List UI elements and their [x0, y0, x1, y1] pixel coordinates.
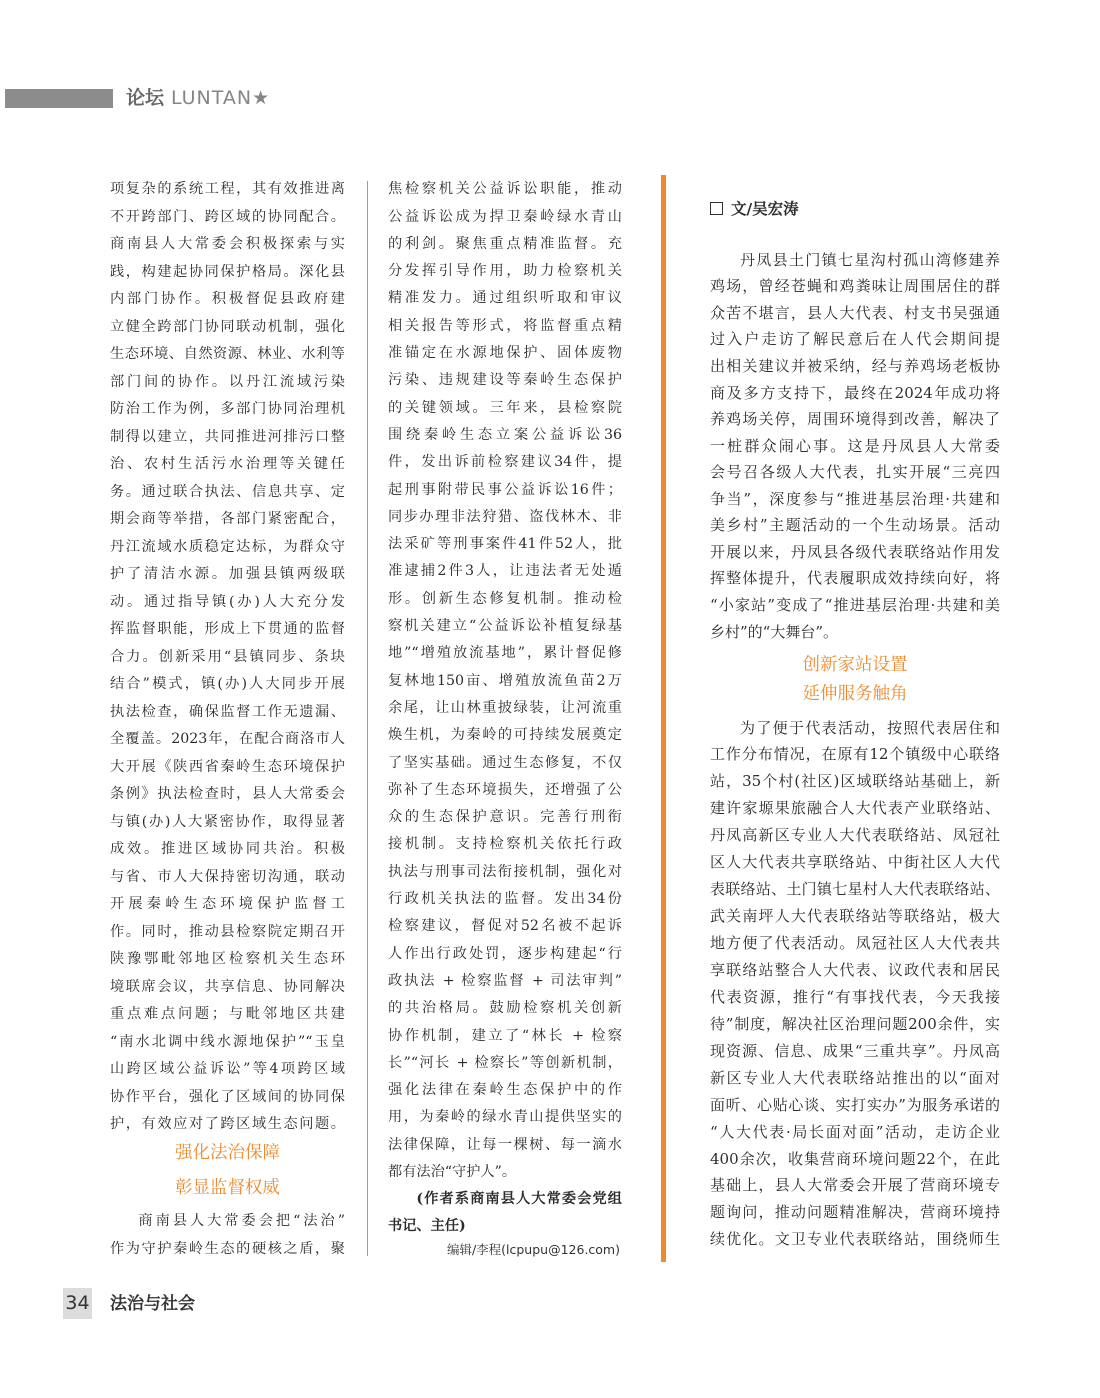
body-text-line: 的利剑。聚焦重点精准监督。充 [388, 235, 622, 252]
body-text-line: “人大代表·局长面对面”活动，走访企业 [710, 1122, 1000, 1141]
body-text-line: 挥监督职能，形成上下贯通的监督 [110, 621, 345, 637]
body-text-line: 挥整体提升，代表履职成效持续向好，将 [710, 569, 1000, 588]
body-text-line: 余尾，让山林重披绿装，让河流重 [388, 699, 622, 716]
body-text-line: 协作机制，建立了“林长 + 检察 [388, 1027, 622, 1044]
body-text-line: 武关南坪人大代表联络站等联络站，极大 [710, 907, 1000, 926]
body-text-line: 乡村”的“大舞台”。 [710, 622, 839, 641]
body-text-line: 务。通过联合执法、信息共享、定 [110, 483, 345, 500]
body-text-line: 工作分布情况，在原有12个镇级中心联络 [710, 745, 1000, 764]
body-text-line: 美乡村”主题活动的一个生动场景。活动 [710, 516, 1000, 535]
body-text-line: 结合”模式，镇(办)人大同步开展 [110, 676, 345, 692]
body-text-line: 丹凤县土门镇七星沟村孤山湾修建养 [740, 250, 1000, 269]
body-text-line: 察机关建立“公益诉讼补植复绿基 [388, 618, 622, 635]
body-text-line: 护了清洁水源。加强县镇两级联 [110, 566, 345, 582]
body-text-line: 养鸡场关停，周围环境得到改善，解决了 [710, 410, 1000, 429]
col2-paragraph-1 [388, 176, 622, 1186]
body-text-line: 相关报告等形式，将监督重点精 [388, 317, 622, 334]
body-text-line: 法采矿等刑事案件41件52人，批 [388, 536, 622, 553]
body-text-line: 行政机关执法的监督。发出34份 [388, 891, 622, 908]
body-text-line: 践，构建起协同保护格局。深化县 [110, 263, 345, 280]
body-text-line: 协作平台，强化了区域间的协同保 [110, 1088, 345, 1105]
body-text-line: 复林地150亩、增殖放流鱼苗2万 [388, 672, 622, 689]
body-text-line: 政执法 + 检察监督 + 司法审判” [388, 972, 622, 989]
body-text-line: 与镇(办)人大紧密协作，取得显著 [110, 813, 345, 830]
section-title-cn: 论坛 [126, 87, 165, 109]
author-note-line: (作者系商南县人大常委会党组 [416, 1191, 622, 1207]
body-text-line: 建许家塬果旅融合人大代表产业联络站、 [710, 799, 1000, 818]
body-text-line: 焦检察机关公益诉讼职能，推动 [388, 181, 622, 198]
body-text-line: 出相关建议并被采纳，经与养鸡场老板协 [710, 356, 1000, 375]
body-text-line: 丹凤高新区专业人大代表联络站、凤冠社 [710, 826, 1000, 845]
col1-paragraph-1 [110, 176, 345, 1139]
body-text-line: 作为守护秦岭生态的硬核之盾，聚 [110, 1240, 345, 1257]
body-text-line: 执法检查，确保监督工作无遗漏、 [110, 703, 345, 720]
page-number: 34 [63, 1288, 92, 1319]
body-text-line: 现资源、信息、成果“三重共享”。丹凤高 [710, 1041, 1000, 1060]
body-text-line: 制得以建立，共同推进河排污口整 [110, 428, 345, 445]
body-text-line: 弥补了生态环境损失，还增强了公 [388, 781, 622, 798]
body-text-line: 重点难点问题；与毗邻地区共建 [110, 1006, 345, 1022]
column-divider [367, 181, 368, 1256]
body-text-line: 的共治格局。鼓励检察机关创新 [388, 1000, 622, 1017]
body-text-line: 作。同时，推动县检察院定期召开 [110, 923, 345, 940]
subheading-line: 彰显监督权威 [175, 1178, 280, 1198]
body-text-line: 合力。创新采用“县镇同步、条块 [110, 648, 345, 665]
col1-paragraph-2 [110, 1208, 345, 1263]
body-text-line: 表联络站、土门镇七星村人大代表联络站、 [710, 880, 1000, 899]
body-text-line: 与省、市人大保持密切沟通，联动 [110, 868, 345, 885]
body-text-line: 长”“河长 + 检察长”等创新机制， [388, 1054, 622, 1071]
body-text-line: 代表资源，推行“有事找代表，今天我接 [710, 987, 1000, 1006]
body-text-line: 防治工作为例，多部门协同治理机 [110, 401, 345, 417]
square-icon [710, 202, 723, 215]
body-text-line: 地”“增殖放流基地”，累计督促修 [388, 645, 622, 662]
body-text-line: 人作出行政处罚，逐步构建起“行 [388, 945, 622, 962]
body-text-line: 污染、违规建设等秦岭生态保护 [388, 372, 622, 389]
body-text-line: “南水北调中线水源地保护”“玉皇 [110, 1033, 345, 1050]
section-title-en: LUNTAN★ [171, 87, 271, 109]
subheading-line: 延伸服务触角 [802, 683, 908, 704]
col3-paragraph-1 [710, 247, 1000, 645]
body-text-line: 境联席会议，共享信息、协同解决 [110, 978, 345, 995]
body-text-line: 围绕秦岭生态立案公益诉讼36 [388, 426, 622, 443]
body-text-line: 精准发力。通过组织听取和审议 [388, 290, 622, 307]
body-text-line: 立健全跨部门协同联动机制，强化 [110, 318, 345, 335]
editor-credit: 编辑/李程(lcpupu@126.com) [446, 1242, 620, 1257]
body-text-line: “小家站”变成了“推进基层治理·共建和美 [710, 596, 1000, 614]
body-text-line: 陕豫鄂毗邻地区检察机关生态环 [110, 951, 345, 967]
section-bar [5, 89, 113, 108]
col3-paragraph-2 [710, 715, 1000, 1254]
body-text-line: 地方便了代表活动。凤冠社区人大代表共 [710, 934, 1000, 952]
body-text-line: 为了便于代表活动，按照代表居住和 [740, 718, 1000, 737]
section-title [126, 84, 270, 112]
col1-subheading [110, 1136, 345, 1206]
body-text-line: 新区专业人大代表联络站推出的以“面对 [710, 1068, 1000, 1087]
body-text-line: 的关键领域。三年来，县检察院 [388, 399, 622, 416]
body-text-line: 动。通过指导镇(办)人大充分发 [110, 593, 345, 610]
body-text-line: 鸡场，曾经苍蝇和鸡粪味让周围居住的群 [710, 277, 1000, 296]
body-text-line: 焕生机，为秦岭的可持续发展奠定 [388, 727, 622, 744]
author-name: 文/吴宏涛 [731, 200, 799, 218]
col3-subheading [710, 651, 1000, 709]
body-text-line: 治、农村生活污水治理等关键任 [110, 456, 345, 472]
body-text-line: 生态环境、自然资源、林业、水利等 [110, 346, 345, 362]
body-text-line: 准锚定在水源地保护、固体废物 [388, 345, 622, 362]
body-text-line: 面听、心贴心谈、实打实办”为服务承诺的 [710, 1095, 1000, 1114]
body-text-line: 检察建议，督促对52名被不起诉 [388, 918, 622, 935]
body-text-line: 区人大代表共享联络站、中街社区人大代 [710, 853, 1000, 872]
body-text-line: 内部门协作。积极督促县政府建 [110, 291, 345, 307]
body-text-line: 山跨区域公益诉讼”等4项跨区域 [110, 1061, 345, 1077]
body-text-line: 强化法律在秦岭生态保护中的作 [388, 1082, 622, 1099]
body-text-line: 享联络站整合人大代表、议政代表和居民 [710, 960, 1000, 979]
body-text-line: 起刑事附带民事公益诉讼16件； [388, 481, 622, 498]
body-text-line: 条例》执法检查时，县人大常委会 [110, 786, 345, 802]
body-text-line: 公益诉讼成为捍卫秦岭绿水青山 [388, 208, 622, 225]
body-text-line: 续优化。文卫专业代表联络站，围绕师生 [710, 1230, 1000, 1249]
body-text-line: 件，发出诉前检察建议34件，提 [388, 454, 622, 471]
body-text-line: 形。创新生态修复机制。推动检 [388, 590, 622, 607]
body-text-line: 法律保障，让每一棵树、每一滴水 [388, 1136, 622, 1153]
body-text-line: 过入户走访了解民意后在人代会期间提 [710, 330, 1000, 349]
body-text-line: 站，35个村(社区)区域联络站基础上，新 [710, 772, 1000, 791]
subheading-line: 创新家站设置 [802, 654, 908, 675]
body-text-line: 成效。推进区域协同共治。积极 [110, 841, 345, 857]
body-text-line: 不开跨部门、跨区域的协同配合。 [110, 208, 345, 225]
body-text-line: 一桩群众闹心事。这是丹凤县人大常委 [710, 436, 1000, 455]
body-text-line: 同步办理非法狩猎、盗伐林木、非 [388, 508, 622, 525]
author-note-line: 书记、主任) [388, 1218, 466, 1234]
magazine-name: 法治与社会 [110, 1294, 195, 1314]
author-byline [710, 198, 799, 220]
body-text-line: 题询问，推动问题精准解决，营商环境持 [710, 1203, 1000, 1222]
accent-bar [661, 175, 666, 1262]
body-text-line: 护，有效应对了跨区域生态问题。 [110, 1116, 345, 1132]
body-text-line: 争当”，深度参与“推进基层治理·共建和 [710, 489, 1000, 508]
body-text-line: 执法与刑事司法衔接机制，强化对 [388, 863, 622, 880]
body-text-line: 众的生态保护意识。完善行刑衔 [388, 809, 622, 826]
body-text-line: 商及多方支持下，最终在2024年成功将 [710, 383, 1000, 402]
body-text-line: 待”制度，解决社区治理问题200余件，实 [710, 1014, 1000, 1033]
body-text-line: 用，为秦岭的绿水青山提供坚实的 [388, 1109, 622, 1126]
body-text-line: 商南县人大常委会积极探索与实 [110, 236, 345, 252]
body-text-line: 大开展《陕西省秦岭生态环境保护 [110, 758, 345, 775]
body-text-line: 众苦不堪言，县人大代表、村支书吴强通 [710, 303, 1000, 322]
body-text-line: 准逮捕2件3人，让违法者无处遁 [388, 563, 622, 580]
body-text-line: 400余次，收集营商环境问题22个，在此 [710, 1149, 1000, 1168]
body-text-line: 了坚实基础。通过生态修复，不仅 [388, 754, 622, 771]
subheading-line: 强化法治保障 [175, 1143, 280, 1163]
body-text-line: 部门间的协作。以丹江流域污染 [110, 373, 345, 390]
author-note [388, 1186, 622, 1240]
body-text-line: 基础上，县人大常委会开展了营商环境专 [710, 1176, 1000, 1195]
body-text-line: 全覆盖。2023年，在配合商洛市人 [110, 731, 345, 747]
body-text-line: 分发挥引导作用，助力检察机关 [388, 263, 622, 280]
body-text-line: 项复杂的系统工程，其有效推进离 [110, 181, 345, 197]
body-text-line: 期会商等举措，各部门紧密配合， [110, 511, 345, 527]
body-text-line: 丹江流域水质稳定达标，为群众守 [110, 538, 345, 555]
body-text-line: 开展以来，丹凤县各级代表联络站作用发 [710, 542, 1000, 561]
body-text-line: 商南县人大常委会把“法治” [138, 1213, 345, 1229]
body-text-line: 开展秦岭生态环境保护监督工 [110, 896, 345, 912]
body-text-line: 接机制。支持检察机关依托行政 [388, 836, 622, 853]
body-text-line: 会号召各级人大代表，扎实开展“三亮四 [710, 463, 1000, 482]
body-text-line: 都有法治“守护人”。 [388, 1163, 517, 1180]
